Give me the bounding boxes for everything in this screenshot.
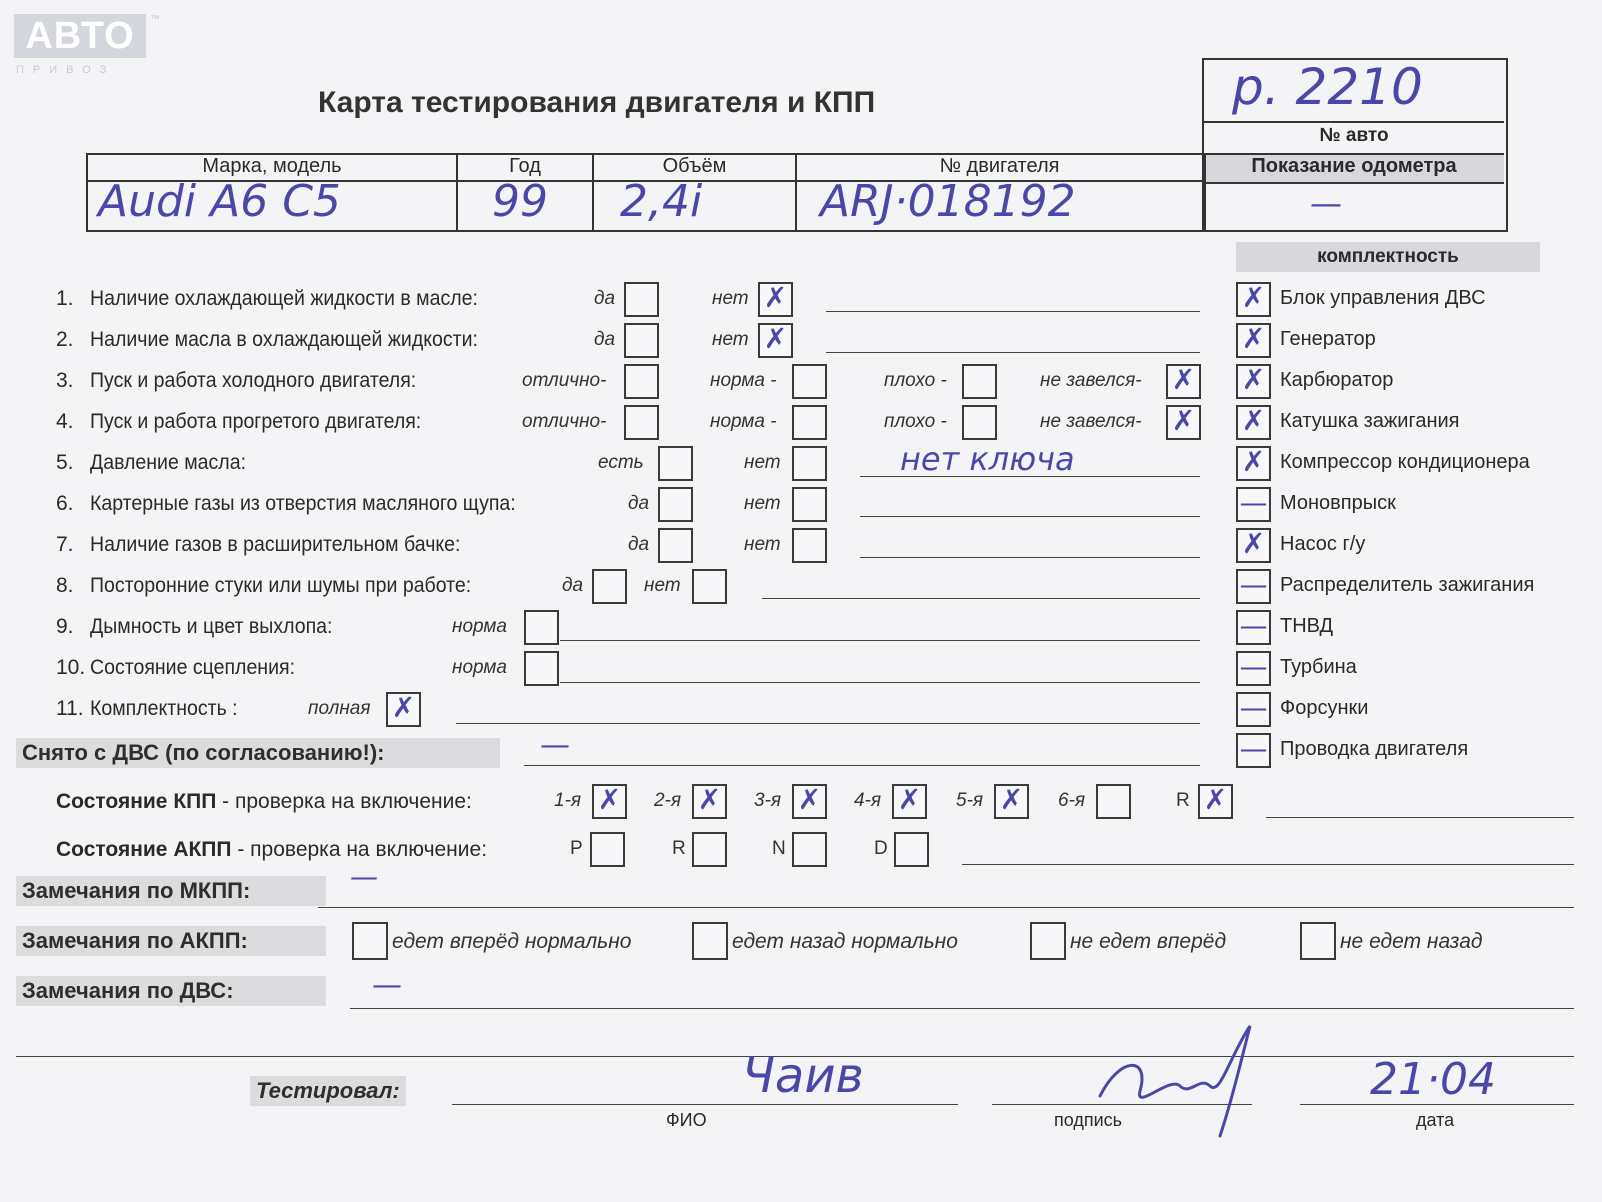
- checkbox[interactable]: [1198, 784, 1233, 819]
- checkbox[interactable]: [624, 323, 659, 358]
- item-number: 1.: [56, 287, 74, 310]
- checkbox[interactable]: [894, 832, 929, 867]
- option-label: едет назад нормально: [732, 930, 958, 953]
- item-number: 9.: [56, 615, 74, 638]
- checkbox[interactable]: [792, 364, 827, 399]
- item-number: 5.: [56, 451, 74, 474]
- checkbox[interactable]: [658, 487, 693, 522]
- dash-mark-icon: —: [1239, 732, 1268, 765]
- checkbox[interactable]: [758, 323, 793, 358]
- checkbox[interactable]: [1236, 733, 1271, 768]
- note-line: [826, 352, 1200, 353]
- gear-label: D: [874, 838, 888, 859]
- akpp-notes-label: Замечания по АКПП:: [16, 926, 326, 956]
- note-line: [860, 557, 1200, 558]
- akpp-label: [56, 838, 487, 862]
- note-line: [318, 907, 1574, 908]
- x-mark-icon: ✗: [1241, 322, 1266, 355]
- item-number: 8.: [56, 574, 74, 597]
- checkbox[interactable]: [962, 364, 997, 399]
- gear-label: 1-я: [554, 790, 582, 811]
- col-header-year: Год: [509, 155, 541, 177]
- note-line: [456, 723, 1200, 724]
- gear-label: 4-я: [854, 790, 882, 811]
- checkbox[interactable]: [624, 364, 659, 399]
- checkbox[interactable]: [792, 784, 827, 819]
- removed-label: Снято с ДВС (по согласованию!):: [16, 738, 500, 768]
- item-number: 2.: [56, 328, 74, 351]
- option-label: не едет вперёд: [1070, 930, 1227, 953]
- dash-mark-icon: —: [1239, 609, 1268, 642]
- date-value: 21·04: [1370, 1054, 1496, 1105]
- col-header-volume: Объём: [662, 155, 727, 177]
- option-label: нет: [744, 493, 781, 514]
- checkbox[interactable]: [792, 405, 827, 440]
- completeness-item: Катушка зажигания: [1280, 410, 1460, 432]
- item-label: Пуск и работа прогретого двигателя:: [90, 410, 422, 433]
- note-line: [560, 682, 1200, 683]
- checkbox[interactable]: [1236, 405, 1271, 440]
- checkbox[interactable]: [590, 832, 625, 867]
- cell-engine-no: ARJ·018192: [820, 176, 1076, 227]
- checkbox[interactable]: [1236, 569, 1271, 604]
- cell-volume: 2,4i: [620, 176, 703, 227]
- divider: [1204, 121, 1504, 123]
- option-label: не едет назад: [1340, 930, 1483, 953]
- checkbox[interactable]: [792, 487, 827, 522]
- page-title: Карта тестирования двигателя и КПП: [318, 86, 876, 119]
- date-line: [1300, 1104, 1574, 1105]
- option-label: нет: [712, 288, 749, 309]
- dash-mark-icon: —: [1239, 568, 1268, 601]
- checkbox[interactable]: [524, 610, 559, 645]
- completeness-item: Проводка двигателя: [1280, 738, 1469, 760]
- odometer-value: —: [1310, 184, 1342, 222]
- item-label: Картерные газы из отверстия масляного щупа:: [90, 492, 516, 515]
- gear-label: N: [772, 838, 786, 859]
- x-mark-icon: ✗: [1241, 404, 1266, 437]
- option-label: норма: [452, 616, 507, 637]
- item-number: 11.: [56, 697, 84, 720]
- note-line: [1266, 817, 1574, 818]
- checkbox[interactable]: [692, 922, 728, 960]
- note-line: [560, 640, 1200, 641]
- option-label: да: [628, 534, 650, 555]
- x-mark-icon: ✗: [1171, 363, 1196, 396]
- kpp-label-rest: - проверка на включение:: [216, 790, 472, 813]
- completeness-title: комплектность: [1317, 246, 1459, 267]
- checkbox[interactable]: [1166, 405, 1201, 440]
- completeness-item: ТНВД: [1280, 615, 1334, 637]
- col-header-engine-no: № двигателя: [939, 155, 1060, 177]
- checkbox[interactable]: [792, 446, 827, 481]
- item-number: 7.: [56, 533, 74, 556]
- option-label: да: [594, 329, 616, 350]
- option-label: да: [594, 288, 616, 309]
- checkbox[interactable]: [624, 405, 659, 440]
- checkbox[interactable]: [1236, 692, 1271, 727]
- option-label: едет вперёд нормально: [392, 930, 632, 953]
- gear-label: 3-я: [754, 790, 782, 811]
- fio-value: Чаив: [742, 1048, 864, 1104]
- checkbox[interactable]: [792, 528, 827, 563]
- option-label: нет: [644, 575, 681, 596]
- checkbox[interactable]: [1236, 610, 1271, 645]
- akpp-value: —: [350, 860, 378, 893]
- x-mark-icon: ✗: [1241, 527, 1266, 560]
- x-mark-icon: ✗: [1203, 783, 1228, 816]
- option-label: плохо -: [884, 411, 947, 432]
- checkbox[interactable]: [658, 446, 693, 481]
- checkbox[interactable]: [1236, 282, 1271, 317]
- removed-value: —: [540, 728, 570, 763]
- logo-tm: ™: [150, 14, 160, 25]
- dash-mark-icon: —: [1239, 691, 1268, 724]
- option-label: отлично-: [522, 370, 607, 391]
- completeness-item: Моновпрыск: [1280, 492, 1396, 514]
- oil-pressure-note: нет ключа: [900, 440, 1075, 478]
- dash-mark-icon: —: [1239, 486, 1268, 519]
- x-mark-icon: ✗: [597, 783, 622, 816]
- logo-sub: ПРИВОЗ: [16, 64, 116, 76]
- completeness-item: Карбюратор: [1280, 369, 1394, 391]
- item-label: Посторонние стуки или шумы при работе:: [90, 574, 472, 597]
- x-mark-icon: ✗: [999, 783, 1024, 816]
- item-label: Дымность и цвет выхлопа:: [90, 615, 333, 638]
- date-label: дата: [1416, 1110, 1455, 1130]
- option-label: не завелся-: [1040, 411, 1142, 432]
- note-line: [350, 1008, 1574, 1009]
- checkbox[interactable]: [1236, 323, 1271, 358]
- completeness-item: Компрессор кондиционера: [1280, 451, 1530, 473]
- gear-label: R: [1176, 790, 1190, 811]
- auto-number-value: р. 2210: [1232, 58, 1423, 116]
- item-number: 10.: [56, 656, 86, 679]
- item-label: Давление масла:: [90, 451, 246, 474]
- option-label: нет: [744, 452, 781, 473]
- fio-label: ФИО: [666, 1110, 707, 1130]
- x-mark-icon: ✗: [697, 783, 722, 816]
- checkbox[interactable]: [386, 692, 421, 727]
- note-line: [860, 516, 1200, 517]
- checkbox[interactable]: [1166, 364, 1201, 399]
- completeness-item: Форсунки: [1280, 697, 1369, 719]
- checkbox[interactable]: [962, 405, 997, 440]
- checkbox[interactable]: [1236, 651, 1271, 686]
- kpp-label: [56, 790, 472, 814]
- checkbox[interactable]: [1236, 528, 1271, 563]
- x-mark-icon: ✗: [897, 783, 922, 816]
- checkbox[interactable]: [1096, 784, 1131, 819]
- x-mark-icon: ✗: [1241, 363, 1266, 396]
- item-label: Наличие охлаждающей жидкости в масле:: [90, 287, 478, 310]
- checkbox[interactable]: [624, 282, 659, 317]
- item-label: Комплектность :: [90, 697, 238, 720]
- note-line: [860, 476, 1200, 477]
- note-line: [826, 311, 1200, 312]
- auto-number-caption: № авто: [1319, 125, 1389, 146]
- dvs-notes-value: —: [372, 968, 402, 1003]
- dash-mark-icon: —: [1239, 650, 1268, 683]
- col-header-model: Марка, модель: [202, 155, 342, 177]
- checkbox[interactable]: [1236, 487, 1271, 522]
- option-label: полная: [308, 698, 371, 719]
- completeness-item: Турбина: [1280, 656, 1357, 678]
- option-label: норма: [452, 657, 507, 678]
- akpp-label-bold: Состояние АКПП: [56, 838, 232, 861]
- x-mark-icon: ✗: [763, 322, 788, 355]
- item-number: 6.: [56, 492, 74, 515]
- x-mark-icon: ✗: [797, 783, 822, 816]
- note-line: [524, 765, 1200, 766]
- odometer-label: Показание одометра: [1251, 155, 1457, 177]
- checkbox[interactable]: [658, 528, 693, 563]
- completeness-item: Блок управления ДВС: [1280, 287, 1486, 309]
- kpp-label-bold: Состояние КПП: [56, 790, 217, 813]
- checkbox[interactable]: [692, 569, 727, 604]
- tested-label: Тестировал:: [250, 1076, 406, 1106]
- checkbox[interactable]: [352, 922, 388, 960]
- gear-label: 5-я: [956, 790, 984, 811]
- item-number: 3.: [56, 369, 74, 392]
- option-label: да: [562, 575, 584, 596]
- option-label: да: [628, 493, 650, 514]
- dvs-notes-label: Замечания по ДВС:: [16, 976, 326, 1006]
- checkbox[interactable]: [592, 569, 627, 604]
- option-label: отлично-: [522, 411, 607, 432]
- checkbox[interactable]: [524, 651, 559, 686]
- checkbox[interactable]: [1236, 446, 1271, 481]
- option-label: нет: [712, 329, 749, 350]
- cell-year: 99: [492, 176, 548, 227]
- note-line: [962, 864, 1574, 865]
- note-line: [762, 598, 1200, 599]
- completeness-item: Распределитель зажигания: [1280, 574, 1535, 596]
- fio-line: [452, 1104, 958, 1105]
- checkbox[interactable]: [692, 832, 727, 867]
- gear-label: 2-я: [654, 790, 682, 811]
- cell-model: Audi A6 C5: [98, 176, 341, 227]
- option-label: есть: [598, 452, 644, 473]
- checkbox[interactable]: [592, 784, 627, 819]
- checkbox[interactable]: [692, 784, 727, 819]
- item-number: 4.: [56, 410, 74, 433]
- logo: [14, 14, 160, 76]
- item-label: Состояние сцепления:: [90, 656, 296, 679]
- checkbox[interactable]: [892, 784, 927, 819]
- checkbox[interactable]: [792, 832, 827, 867]
- x-mark-icon: ✗: [763, 281, 788, 314]
- sign-label: подпись: [1054, 1110, 1123, 1130]
- gear-label: R: [672, 838, 686, 859]
- x-mark-icon: ✗: [1171, 404, 1196, 437]
- x-mark-icon: ✗: [1241, 281, 1266, 314]
- item-label: Наличие масла в охлаждающей жидкости:: [90, 328, 478, 351]
- x-mark-icon: ✗: [391, 691, 416, 724]
- x-mark-icon: ✗: [1241, 445, 1266, 478]
- gear-label: P: [570, 838, 583, 859]
- option-label: норма -: [710, 411, 777, 432]
- mkpp-notes-label: Замечания по МКПП:: [16, 876, 326, 906]
- option-label: не завелся-: [1040, 370, 1142, 391]
- checkbox[interactable]: [758, 282, 793, 317]
- checkbox[interactable]: [1030, 922, 1066, 960]
- option-label: нет: [744, 534, 781, 555]
- item-label: Наличие газов в расширительном бачке:: [90, 533, 461, 556]
- akpp-label-rest: - проверка на включение:: [231, 838, 488, 861]
- completeness-item: Генератор: [1280, 328, 1376, 350]
- option-label: норма -: [710, 370, 777, 391]
- option-label: плохо -: [884, 370, 947, 391]
- completeness-item: Насос г/у: [1280, 533, 1366, 555]
- checkbox[interactable]: [1300, 922, 1336, 960]
- sign-line: [992, 1104, 1252, 1105]
- checkbox[interactable]: [994, 784, 1029, 819]
- logo-brand: АВТО: [14, 14, 146, 58]
- checkbox[interactable]: [1236, 364, 1271, 399]
- item-label: Пуск и работа холодного двигателя:: [90, 369, 417, 392]
- gear-label: 6-я: [1058, 790, 1086, 811]
